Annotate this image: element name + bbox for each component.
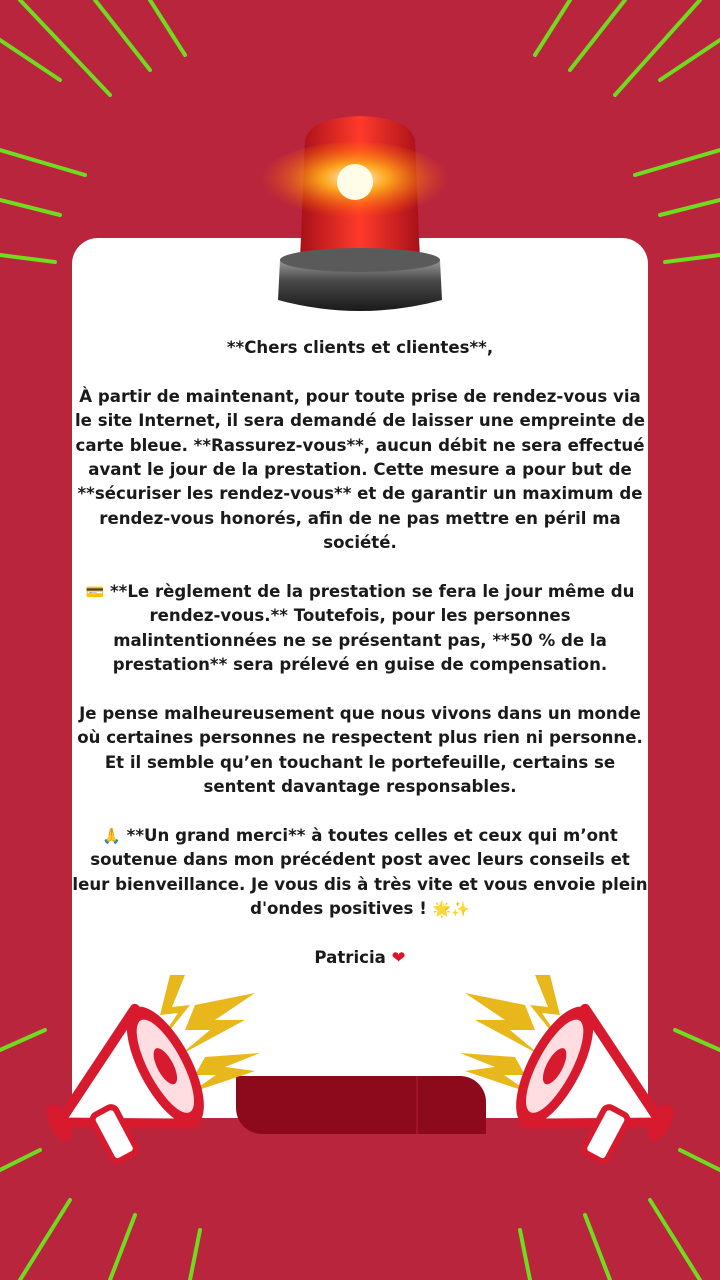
paragraph-thanks: 🙏 **Un grand merci** à toutes celles et ceux qui m’ont soutenue dans mon précédent post avec leurs conseils et leur bienveillance. Je vous dis à très vite et vous envoie plein d'ondes positives ! 🌟✨ [72, 826, 648, 919]
signature: Patricia ❤ [314, 948, 406, 968]
paragraph-opinion: Je pense malheureusement que nous vivons dans un monde où certaines personnes ne respectent plus rien ni personne. Et il semble qu’en touchant le portefeuille, certains se sentent davantage responsables. [77, 704, 643, 797]
heart-icon: ❤ [391, 948, 406, 968]
sparkles-icon: 🌟✨ [432, 900, 470, 919]
paragraph-payment: 💳 **Le règlement de la prestation se fera le jour même du rendez-vous.** Toutefois, pour les personnes malintentionnées ne se présentant pas, **50 % de la prestation** sera prélevé en guise de compensation. [85, 582, 635, 675]
praying-hands-icon: 🙏 [102, 827, 121, 846]
paragraph-fingerprint: À partir de maintenant, pour toute prise de rendez-vous via le site Internet, il sera demandé de laisser une empreinte de carte bleue. **Rassurez-vous**, aucun débit ne sera effectué avant le jour de la prestation. Cette mesure a pour but de **sécuriser les rendez-vous** et de garantir un maximum de rendez-vous honorés, afin de ne pas mettre en péril ma société. [74, 386, 646, 553]
announcement-text [72, 336, 648, 995]
siren-icon [260, 100, 460, 330]
footer-bar [236, 1076, 486, 1134]
megaphone-icon [460, 975, 700, 1175]
credit-card-icon: 💳 [85, 583, 105, 602]
greeting: **Chers clients et clientes**, [226, 338, 494, 357]
megaphone-icon [20, 975, 260, 1175]
